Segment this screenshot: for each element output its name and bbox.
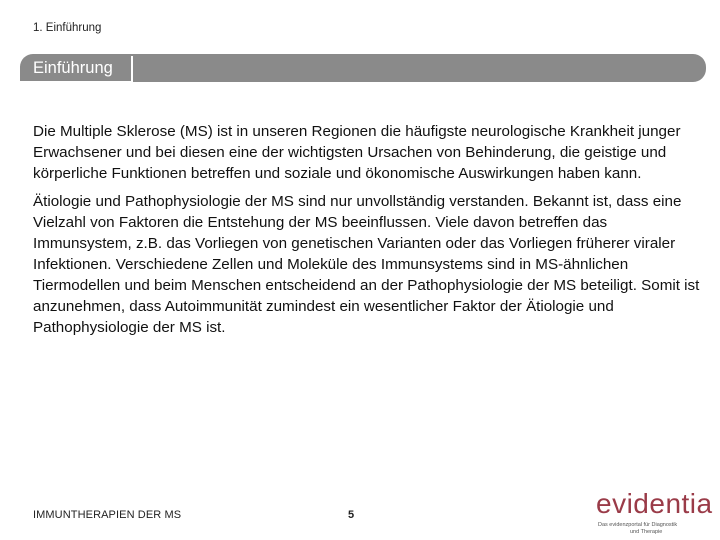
paragraph-1: Die Multiple Sklerose (MS) ist in unseren Regionen die häufigste neurologische Krankheit junger Erwachsener und bei diesen eine der wichtigsten Ursachen von Behinderung, die geistige und körperliche Funktionen betreffen und soziale und ökonomische Auswirkungen haben kann. — [33, 123, 681, 182]
evidentia-logo — [596, 488, 713, 536]
page-number: 5 — [348, 509, 355, 521]
body-text — [33, 121, 705, 345]
logo-wordmark: evidentia — [596, 488, 713, 519]
footer-title: IMMUNTHERAPIEN DER MS — [33, 509, 182, 521]
logo-tagline-2: und Therapie — [630, 529, 663, 535]
logo-tagline-1: Das evidenzportal für Diagnostik — [598, 522, 678, 528]
breadcrumb: 1. Einführung — [33, 22, 102, 34]
paragraph-2: Ätiologie und Pathophysiologie der MS sind nur unvollständig verstanden. Bekannt ist, dass eine Vielzahl von Faktoren die Entstehung der MS beeinflussen. Viele davon betreffen das Immunsystem, z.B. das Vorliegen von genetischen Varianten oder das Vorliegen früherer viraler Infektionen. Verschiedene Zellen und Moleküle des Immunsystems sind in MS-ähnlichen Tiermodellen und beim Menschen entscheidend an der Pathophysiologie der MS beteiligt. Somit ist anzunehmen, dass Autoimmunität zumindest ein wesentlicher Faktor der Ätiologie und Pathophysiologie der MS ist. — [33, 193, 700, 336]
page-title: Einführung — [33, 59, 113, 77]
